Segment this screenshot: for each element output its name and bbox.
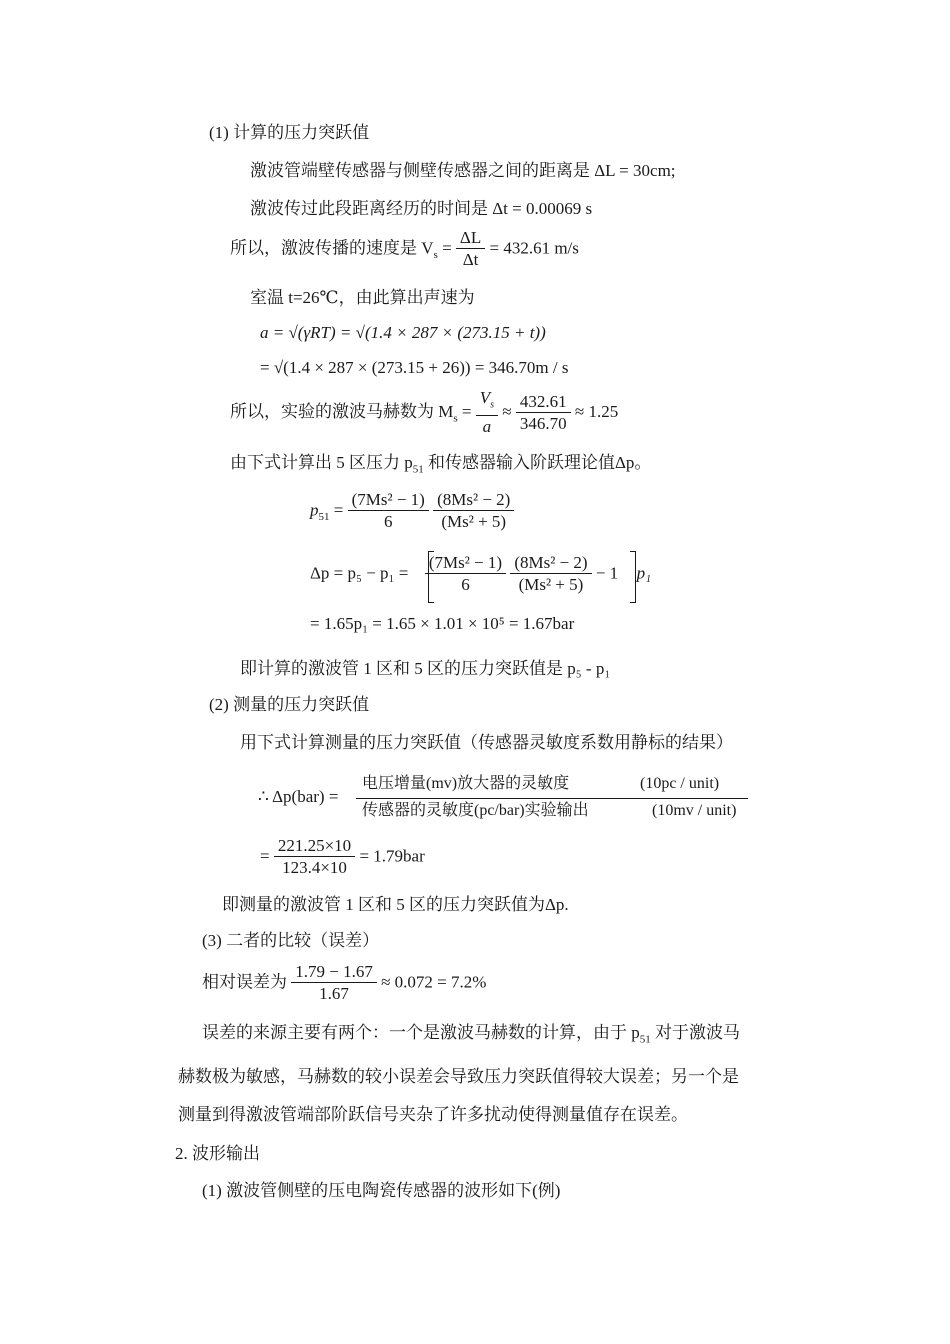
calc-den: 123.4×10 bbox=[282, 858, 347, 877]
section-heading-3: (3) 二者的比较（误差） bbox=[202, 931, 380, 950]
calc-num: 221.25×10 bbox=[274, 836, 355, 857]
waveform-item-1: (1) 激波管侧壁的压电陶瓷传感器的波形如下(例) bbox=[202, 1181, 561, 1200]
delta-p-formula bbox=[310, 553, 651, 596]
p51-frac-1 bbox=[348, 490, 429, 533]
p51-intro-line: 由下式计算出 5 区压力 $p_{51}$ 和传感器输入阶跃理论值Δp。 bbox=[230, 453, 652, 476]
measure-calc-frac bbox=[274, 836, 355, 879]
mach-prefix: 所以，实验的激波马赫数为 M bbox=[230, 402, 454, 422]
rel-den: 1.67 bbox=[319, 984, 349, 1003]
error-paragraph-line-2: 赫数极为敏感，马赫数的较小误差会导致压力突跃值得较大误差；另一个是 bbox=[178, 1067, 739, 1086]
speed-eq: = bbox=[437, 238, 456, 258]
relative-error bbox=[202, 962, 486, 1005]
mach-fraction-numeric bbox=[516, 392, 571, 435]
calc-result: = 1.79bar bbox=[359, 846, 425, 866]
mach-frac-num: $V_s$ bbox=[476, 388, 498, 416]
shock-speed-equation bbox=[230, 228, 579, 271]
speed-result: = 432.61 m/s bbox=[489, 238, 579, 258]
f1-den: 6 bbox=[383, 512, 393, 531]
f2-num: (8Ms² − 2) bbox=[433, 490, 514, 511]
calc-conclusion: 即计算的激波管 1 区和 5 区的压力突跃值是 p₅ - p₁ bbox=[240, 659, 611, 678]
dp-minus: − 1 bbox=[595, 563, 619, 583]
section-heading-waveform: 2. 波形输出 bbox=[175, 1144, 260, 1163]
p51-frac-2 bbox=[433, 490, 514, 533]
speed-prefix: 所以，激波传播的速度是 V bbox=[230, 238, 434, 258]
measure-calc: = $\frac{221.25\times 10}{123.4\times 10}$ = 1.79bar bbox=[260, 836, 425, 877]
measure-den-unit: (10mv / unit) bbox=[652, 802, 737, 819]
section-heading-2: (2) 测量的压力突跃值 bbox=[209, 695, 370, 714]
measure-conclusion: 即测量的激波管 1 区和 5 区的压力突跃值为Δp. bbox=[222, 895, 569, 914]
measure-num-unit: (10pc / unit) bbox=[640, 775, 720, 792]
dp-frac-1: $\frac{\text{(7Ms² − 1)}}{6}$ bbox=[425, 553, 506, 596]
mach-den: 346.70 bbox=[519, 413, 567, 433]
mach-equation bbox=[230, 388, 618, 438]
measure-den-text: 传感器的灵敏度(pc/bar)实验输出 bbox=[362, 802, 589, 819]
sound-speed-line-1: a = √(γRT) = √(1.4 × 287 × (273.15 + t)) bbox=[260, 323, 546, 342]
sound-speed-line-2: = √(1.4 × 287 × (273.15 + 26)) = 346.70m / s bbox=[260, 358, 569, 377]
rel-fraction bbox=[291, 962, 377, 1005]
measure-num-text: 电压增量(mv)放大器的灵敏度 bbox=[362, 775, 570, 792]
rel-result: ≈ 0.072 = 7.2% bbox=[381, 972, 487, 992]
measure-intro: 用下式计算测量的压力突跃值（传感器灵敏度系数用静标的结果） bbox=[240, 733, 733, 752]
p51-formula: $p_{51}$ = $\frac{\text{(7Ms² − 1)}}{6}$ $\frac{\text{(8Ms² − 2)}}{\text{(Ms² + 5)}}$ bbox=[310, 490, 514, 533]
mach-frac-den: a bbox=[482, 417, 492, 437]
measure-lhs: ∴ Δp(bar) = bbox=[258, 787, 339, 806]
time-line: 激波传过此段距离经历的时间是 Δt = 0.00069 s bbox=[250, 199, 593, 218]
dp-lhs: Δp = p₅ − p₁ = bbox=[310, 563, 413, 583]
mach-approx: ≈ bbox=[502, 402, 516, 422]
speed-fraction bbox=[456, 228, 485, 271]
p51-lhs: p bbox=[310, 500, 319, 520]
f2-den: (Ms² + 5) bbox=[441, 512, 507, 531]
mach-num: 432.61 bbox=[516, 392, 571, 413]
speed-den: Δt bbox=[462, 250, 479, 269]
error-paragraph-line-3: 测量到得激波管端部阶跃信号夹杂了许多扰动使得测量值存在误差。 bbox=[178, 1105, 688, 1124]
error-paragraph-line-1: 误差的来源主要有两个：一个是激波马赫数的计算，由于 $p_{51}$ 对于激波马 bbox=[202, 1023, 740, 1046]
speed-sub: s bbox=[433, 248, 438, 261]
f1-num: (7Ms² − 1) bbox=[348, 490, 429, 511]
mach-fraction-symbolic bbox=[476, 388, 498, 438]
speed-num: ΔL bbox=[456, 228, 485, 249]
section-heading-1: (1) 计算的压力突跃值 bbox=[209, 123, 370, 142]
rel-prefix: 相对误差为 bbox=[202, 972, 292, 992]
mach-eq: = bbox=[457, 402, 476, 422]
dp-p1: p₁ bbox=[636, 563, 652, 583]
distance-line: 激波管端壁传感器与侧壁传感器之间的距离是 ΔL = 30cm; bbox=[250, 161, 676, 180]
mach-result: ≈ 1.25 bbox=[574, 402, 619, 422]
delta-p-result: = 1.65p₁ = 1.65 × 1.01 × 10⁵ = 1.67bar bbox=[310, 614, 575, 633]
room-temp-line: 室温 t=26℃，由此算出声速为 bbox=[250, 288, 475, 307]
rel-num: 1.79 − 1.67 bbox=[291, 962, 377, 983]
measure-fraction-bar bbox=[356, 798, 748, 799]
mach-sub: s bbox=[453, 412, 458, 425]
dp-frac-2: $\frac{\text{(8Ms² − 2)}}{\text{(Ms² + 5)}}$ bbox=[510, 553, 591, 596]
